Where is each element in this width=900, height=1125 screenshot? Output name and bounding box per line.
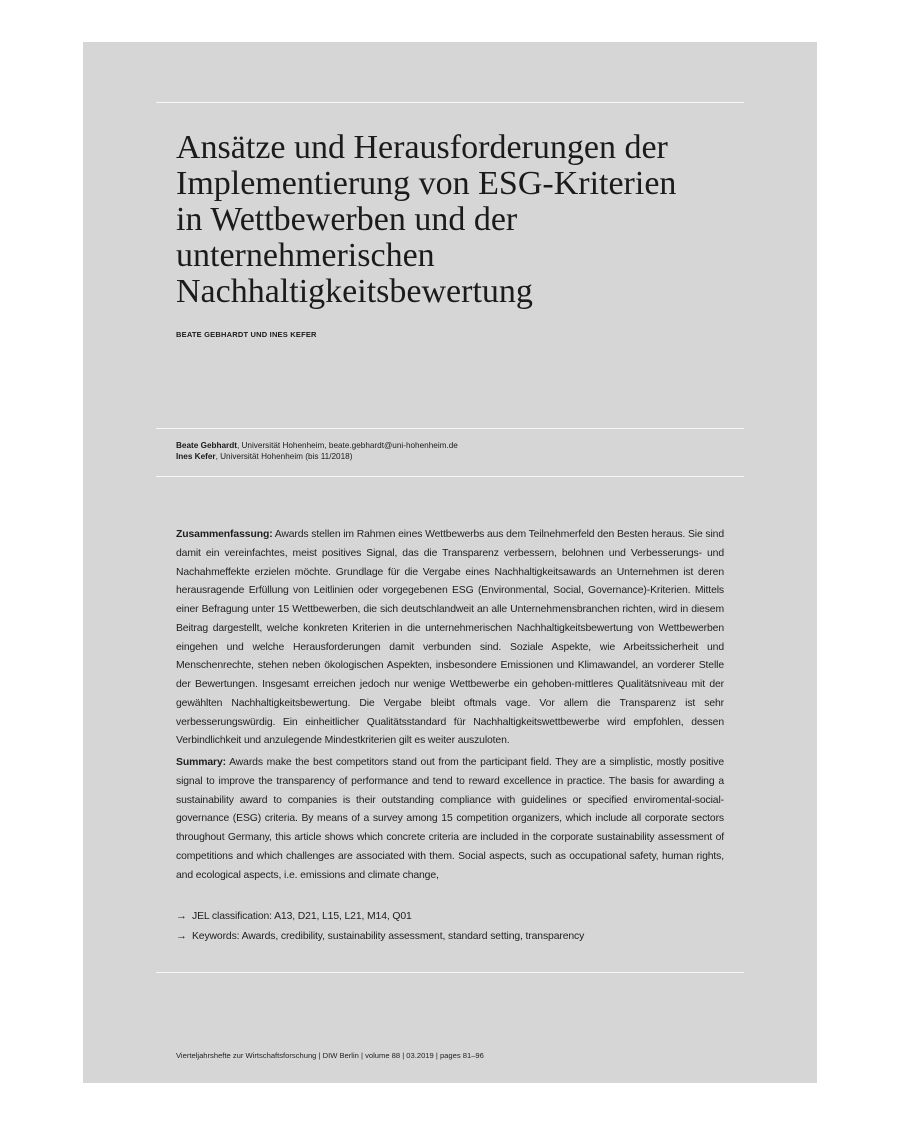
jel-classification [176,907,584,927]
abstract-english-text: Awards make the best competitors stand out from the participant field. They are a simplistic, mostly positive signal to improve the transparency of performance and tend to reward excellence in practice. The basis for awarding a sustainability award to companies is their outstanding compliance with guidelines or specified enviromental-social-governance (ESG) criteria. By means of a survey among 15 competition organizers, which include all corporate sectors throughout Germany, this article shows which concrete criteria are included in the corporate sustainability assessment of competitions and which challenges are associated with them. Social aspects, such as occupational safety, human rights, and ecological aspects, i.e. emissions and climate change, [176,757,724,881]
affiliation-name: Beate Gebhardt [176,441,237,450]
keywords-text: Keywords: Awards, credibility, sustainability assessment, standard setting, transparency [192,930,585,942]
abstract-english [176,754,724,885]
affiliation-name: Ines Kefer [176,451,216,461]
arrow-right-icon: → [176,929,187,942]
affiliation-top-rule [156,428,744,429]
arrow-right-icon: → [176,910,187,922]
abstract-english-label: Summary: [176,757,227,768]
affiliation-line [176,441,458,452]
affiliations [176,441,458,462]
author-names: BEATE GEBHARDT UND INES KEFER [176,330,317,339]
keywords-line [176,927,584,947]
paper-page [83,42,817,1083]
jel-text: JEL classification: A13, D21, L15, L21, M14, Q01 [192,911,412,922]
affiliation-detail: , Universität Hohenheim, beate.gebhardt@uni-hohenheim.de [236,441,458,450]
classification-list [176,907,584,946]
abstract-german [176,526,724,751]
title-line: Nachhaltigkeitsbewertung [176,273,533,310]
affiliation-detail: , Universität Hohenheim (bis 11/2018) [215,451,353,461]
journal-footer: Vierteljahrshefte zur Wirtschaftsforschung | DIW Berlin | volume 88 | 03.2019 | pages 81–96 [176,1051,484,1060]
title-line: in Wettbewerben und der [176,201,518,238]
article-title [176,130,756,310]
title-line: unternehmerischen [176,237,435,274]
bottom-rule [156,972,744,973]
abstract-german-label: Zusammenfassung: [176,529,273,540]
title-line: Ansätze und Herausforderungen der [176,129,668,166]
top-rule [156,102,744,103]
affiliation-line [176,452,458,463]
affiliation-bottom-rule [156,476,744,477]
abstract-german-text: Awards stellen im Rahmen eines Wettbewerbs aus dem Teilnehmerfeld den Besten heraus. Sie sind damit ein vereinfachtes, meist positives Signal, das die Transparenz verbessern, belohnen und Verbesserungs- und Nachahmeffekte erzielen möchte. Grundlage für die Vergabe eines Nachhaltigkeitsawards an Unternehmen ist deren herausragende Erfüllung von Leitlinien oder vorgegebenen ESG (Environmental, Social, Governance)-Kriterien. Mittels einer Befragung unter 15 Wettbewerben, die sich deutschlandweit an alle Unternehmensbranchen richten, wird in diesem Beitrag dargestellt, welche konkreten Kriterien in die unternehmerischen Nachhaltigkeitsbewertung von Wettbewerben eingehen und welche Herausforderungen damit verbunden sind. Soziale Aspekte, wie Arbeitssicherheit und Menschenrechte, stehen neben ökologischen Aspekten, insbesondere Emissionen und Klimawandel, an vorderer Stelle der Bewertungen. Insgesamt erreichen jedoch nur wenige Wettbewerbe ein gehoben-mittleres Qualitätsniveau mit der gewählten Nachhaltigkeitsbewertung. Die Vergabe bleibt oftmals vage. Vor allem die Transparenz ist sehr verbesserungswürdig. Ein einheitlicher Qualitätsstandard für Nachhaltigkeitswettbewerbe wird empfohlen, dessen Verbindlichkeit und anzulegende Mindestkriterien gilt es weiter auszuloten. [176,529,724,747]
title-line: Implementierung von ESG-Kriterien [176,165,677,202]
